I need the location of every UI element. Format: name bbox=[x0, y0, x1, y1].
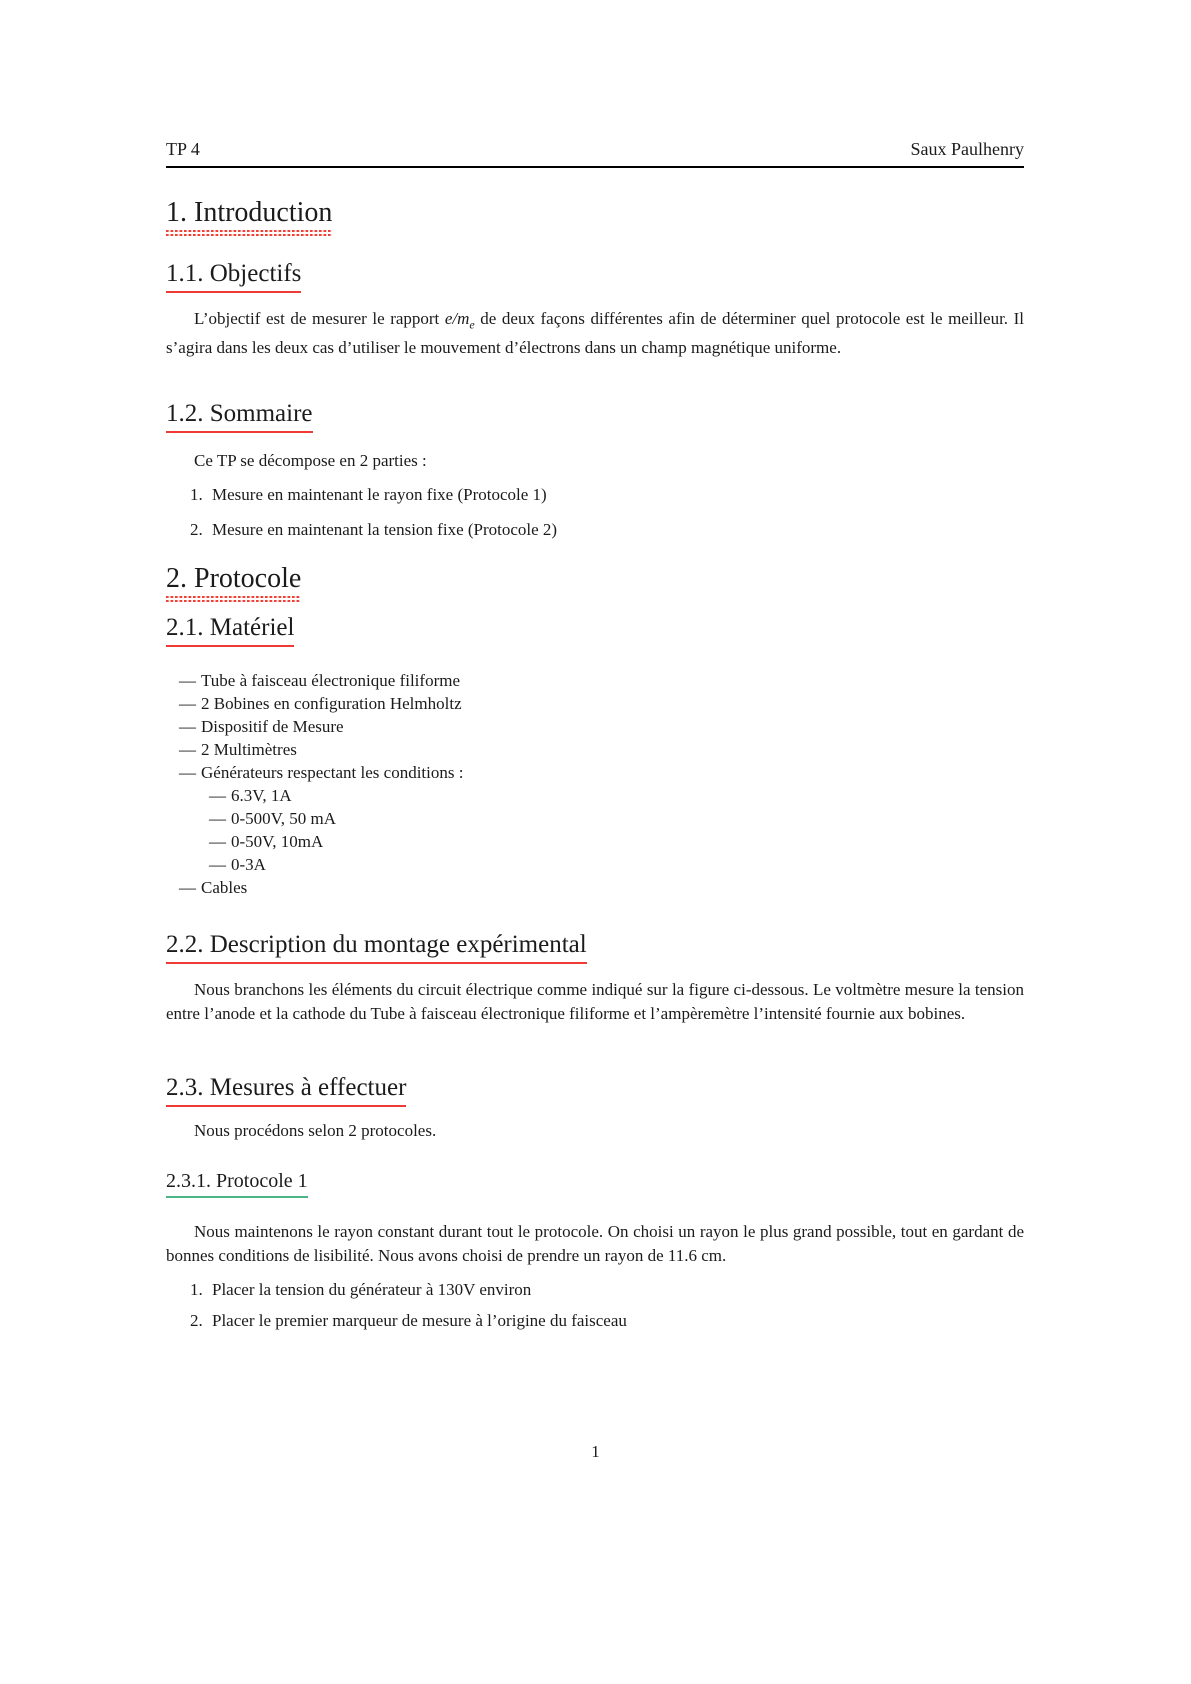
list-item-number: 1. bbox=[190, 485, 203, 505]
list-item-text: Mesure en maintenant le rayon fixe (Protocole 1) bbox=[212, 485, 547, 505]
objectifs-text-before-math: L’objectif est de mesurer le rapport bbox=[194, 309, 445, 328]
list-item-text: 0-50V, 10mA bbox=[231, 832, 324, 852]
list-item bbox=[166, 483, 1024, 507]
header-rule bbox=[166, 166, 1024, 168]
paragraph-mesures: Nous procédons selon 2 protocoles. bbox=[194, 1121, 437, 1141]
math-subscript: e bbox=[469, 317, 475, 332]
list-item bbox=[166, 1309, 1024, 1333]
list-item-text: Placer la tension du générateur à 130V environ bbox=[212, 1280, 532, 1300]
list-item-text: 0-3A bbox=[231, 855, 266, 875]
section-introduction bbox=[166, 198, 332, 236]
header-left-label: TP 4 bbox=[166, 139, 200, 159]
section-title-introduction: 1. Introduction bbox=[166, 197, 333, 228]
list-item bbox=[166, 738, 1024, 761]
list-item-text: Cables bbox=[201, 878, 248, 898]
list-item-dash: — bbox=[209, 809, 226, 829]
list-item-dash: — bbox=[209, 832, 226, 852]
subsubsection-title-protocole-1: 2.3.1. Protocole 1 bbox=[166, 1169, 308, 1198]
list-item-dash: — bbox=[179, 878, 196, 898]
subsection-title-description-montage: 2.2. Description du montage expérimental bbox=[166, 931, 587, 964]
list-item bbox=[166, 669, 1024, 692]
math-e-over-me bbox=[444, 309, 475, 332]
list-item-text: Dispositif de Mesure bbox=[201, 717, 344, 737]
list-item-dash: — bbox=[179, 671, 196, 691]
header-right-author: Saux Paulhenry bbox=[910, 139, 1024, 159]
objectifs-text-after-math: de deux façons différentes afin de déterminer quel protocole est le meilleur. Il s’agira dans les deux cas d’utiliser le mouvement d’électrons dans un champ magnétique uniforme. bbox=[166, 309, 1024, 358]
list-item bbox=[166, 761, 1024, 784]
subsection-title-objectifs: 1.1. Objectifs bbox=[166, 260, 301, 293]
list-subitem bbox=[166, 784, 1024, 807]
section-protocole bbox=[166, 564, 301, 602]
page-number: 1 bbox=[591, 1442, 600, 1461]
subsection-title-mesures: 2.3. Mesures à effectuer bbox=[166, 1074, 406, 1107]
list-item-dash: — bbox=[179, 740, 196, 760]
list-item bbox=[166, 1278, 1024, 1302]
list-item-number: 1. bbox=[190, 1280, 203, 1300]
list-item-text: Mesure en maintenant la tension fixe (Protocole 2) bbox=[212, 520, 558, 540]
list-item-text: 2 Bobines en configuration Helmholtz bbox=[201, 694, 462, 714]
paragraph-description-montage: Nous branchons les éléments du circuit électrique comme indiqué sur la figure ci-dessous. Le voltmètre mesure la tension entre l’anode et la cathode du Tube à faisceau électronique filiforme et l’ampèremètre l’intensité fournie aux bobines. bbox=[166, 980, 1024, 1024]
paragraph-protocole-1: Nous maintenons le rayon constant durant tout le protocole. On choisi un rayon le plus grand possible, tout en gardant de bonnes conditions de lisibilité. Nous avons choisi de prendre un rayon de 11.6 cm. bbox=[166, 1222, 1024, 1266]
running-header bbox=[166, 0, 1024, 160]
page-content bbox=[166, 0, 1024, 1333]
list-item-text: 2 Multimètres bbox=[201, 740, 297, 760]
list-item-number: 2. bbox=[190, 520, 203, 540]
list-subitem bbox=[166, 807, 1024, 830]
list-item bbox=[166, 876, 1024, 899]
list-item-text: Tube à faisceau électronique filiforme bbox=[201, 671, 460, 691]
list-subitem bbox=[166, 853, 1024, 876]
list-item-text: 0-500V, 50 mA bbox=[231, 809, 336, 829]
list-item bbox=[166, 518, 1024, 542]
subsection-title-materiel: 2.1. Matériel bbox=[166, 614, 294, 647]
list-item bbox=[166, 692, 1024, 715]
section-underline-introduction bbox=[166, 230, 332, 236]
section-underline-protocole bbox=[166, 596, 301, 602]
paragraph-objectifs bbox=[166, 307, 1024, 360]
sommaire-intro: Ce TP se décompose en 2 parties : bbox=[194, 451, 427, 471]
math-main: e/m bbox=[444, 309, 470, 328]
list-item-dash: — bbox=[209, 786, 226, 806]
list-item-dash: — bbox=[179, 717, 196, 737]
list-item-text: Générateurs respectant les conditions : bbox=[201, 763, 464, 783]
list-item-dash: — bbox=[179, 763, 196, 783]
subsection-title-sommaire: 1.2. Sommaire bbox=[166, 400, 313, 433]
materiel-list bbox=[166, 669, 1024, 899]
list-item-text: Placer le premier marqueur de mesure à l’origine du faisceau bbox=[212, 1311, 627, 1331]
section-title-protocole: 2. Protocole bbox=[166, 563, 302, 595]
list-item bbox=[166, 715, 1024, 738]
list-item-dash: — bbox=[209, 855, 226, 875]
list-item-text: 6.3V, 1A bbox=[231, 786, 292, 806]
list-item-number: 2. bbox=[190, 1311, 203, 1331]
list-item-dash: — bbox=[179, 694, 196, 714]
list-subitem bbox=[166, 830, 1024, 853]
